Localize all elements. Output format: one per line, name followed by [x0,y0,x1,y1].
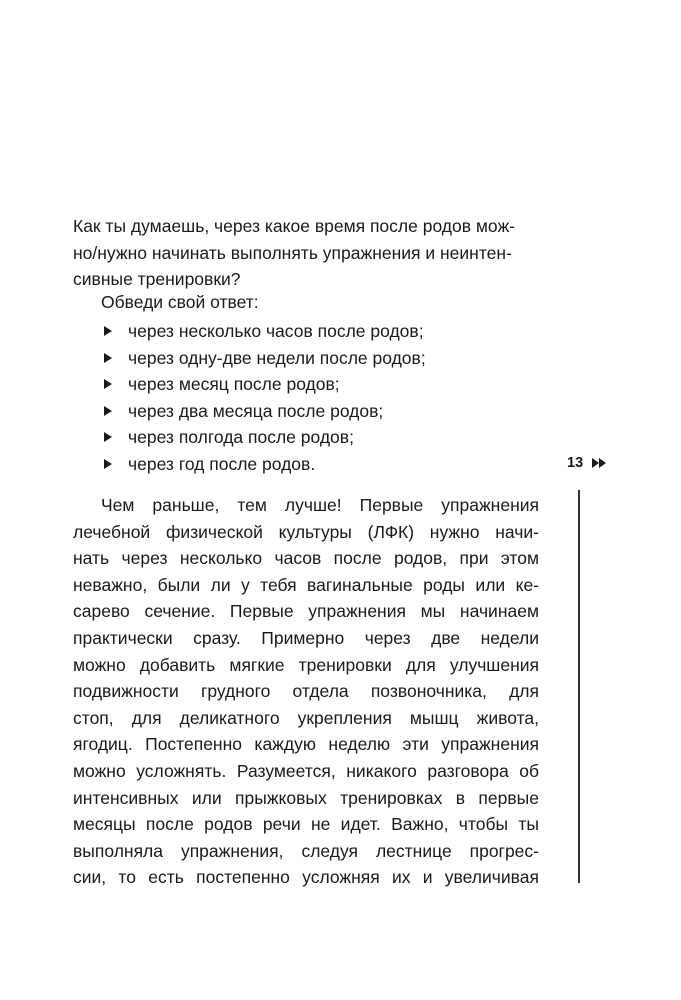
answer-option-label: через одну-две недели после родов; [128,347,426,368]
fast-forward-icon [592,458,606,468]
body-line: ягодиц. Постепенно каждую неделю эти упражнения [73,734,539,755]
body-line: можно добавить мягкие тренировки для улучшения [73,654,539,675]
bullet-triangle-icon [104,326,112,336]
instruction-text: Обведи свой ответ: [101,292,259,312]
answer-option-label: через год после родов. [128,453,316,474]
body-line: лечебной физической культуры (ЛФК) нужно начи- [73,521,539,542]
body-line: сии, то есть постепенно усложняя их и увеличивая [73,867,539,888]
answer-option-label: через полгода после родов; [128,427,354,448]
question-line: Как ты думаешь, через какое время после родов мож- [73,216,515,236]
body-line: стоп, для деликатного укрепления мышц живота, [73,707,539,728]
body-line: интенсивных или прыжковых тренировках в первые [73,787,539,808]
body-line: подвижности грудного отдела позвоночника, для [73,681,539,702]
body-line: сарево сечение. Первые упражнения мы начинаем [73,601,539,622]
bullet-triangle-icon [104,459,112,469]
page-number: 13 [567,455,584,471]
margin-rule [578,490,580,883]
answer-option-label: через два месяца после родов; [128,400,384,421]
question-line: но/нужно начинать выполнять упражнения и неинтен- [73,242,512,263]
body-line: Чем раньше, тем лучше! Первые упражнения [101,495,539,515]
bullet-triangle-icon [104,379,112,389]
bullet-triangle-icon [104,406,112,416]
body-line: неважно, были ли у тебя вагинальные роды или ке- [73,574,539,595]
bullet-triangle-icon [104,432,112,442]
page-number-block [567,453,606,473]
body-paragraph [73,492,539,891]
body-line: нать через несколько часов после родов, при этом [73,548,539,569]
body-line: практически сразу. Примерно через две недели [73,627,539,648]
question-line: сивные тренировки? [73,269,241,289]
bullet-triangle-icon [104,353,112,363]
answer-option-label: через несколько часов после родов; [128,321,424,341]
body-line: можно усложнять. Разумеется, никакого разговора об [73,760,539,781]
answer-option-label: через месяц после родов; [128,374,340,395]
question-paragraph [73,213,543,293]
body-line: выполняла упражнения, следуя лестнице прогрес- [73,840,539,861]
body-line: месяцы после родов речи не идет. Важно, чтобы ты [73,814,539,835]
